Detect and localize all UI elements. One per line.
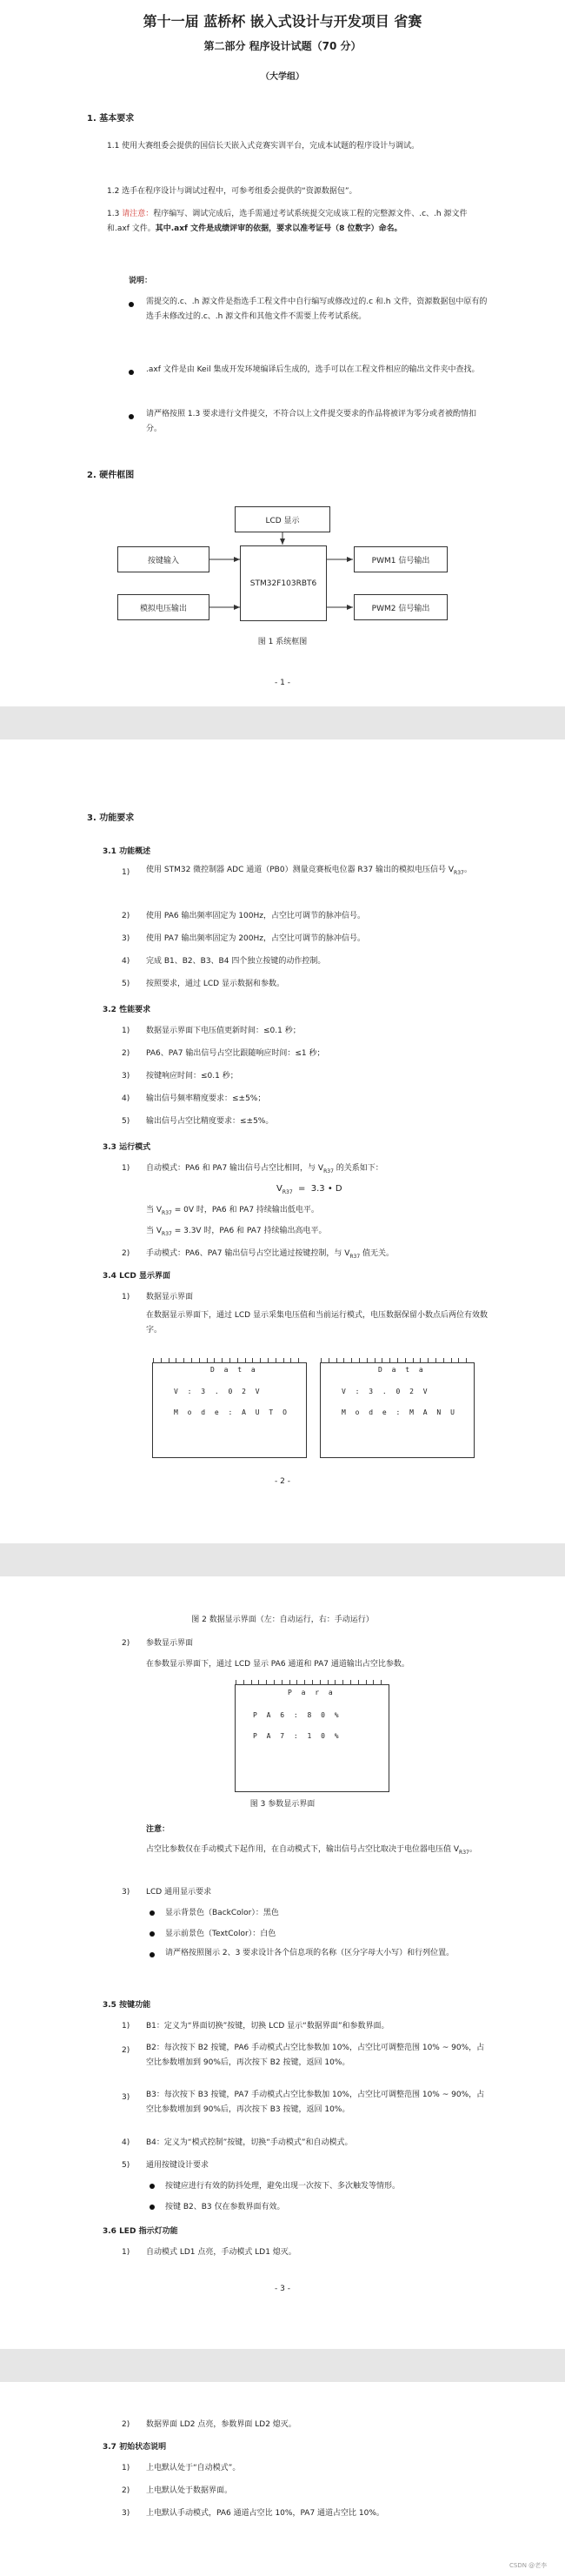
init-1: 上电默认处于“自动模式”。: [146, 2464, 241, 2472]
key-2: B2：每次按下 B2 按键，PA6 手动模式占空比参数加 10%，占空比可调整范围 10% ~ 90%，占空比参数增加到 90%后，再次按下 B2 按键，返回 10%。: [146, 2044, 485, 2067]
req-1-3-text: 程序编写、调试完成后，选手需通过考试系统提交完成该工程的完整源文件、.c、.h 源文件和.axf 文件。: [107, 210, 468, 233]
heading-3-7: 3.7 初始状态说明: [103, 2443, 167, 2452]
key-3-num: 3): [122, 2093, 130, 2102]
lcd-para: [235, 1684, 389, 1792]
note-bullet-1: 需提交的.c、.h 源文件是指选手工程文件中自行编写或修改过的.c 和.h 文件，资源数据包中原有的选手未修改过的.c、.h 源文件和其他文件不需要上传考试系统。: [146, 298, 488, 321]
perf-5-num: 5): [122, 1117, 130, 1126]
mode-2-end: 值无关。: [360, 1249, 395, 1258]
pwm1-block: PWM1 信号输出: [354, 546, 448, 572]
key-b2b3: 按键 B2、B3 仅在参数界面有效。: [165, 2203, 285, 2211]
disp-1: 数据显示界面: [146, 1293, 194, 1301]
bullet-dot: [150, 2184, 155, 2189]
note-text-sub: R37: [459, 1849, 469, 1856]
section-2-title: 2. 硬件框图: [87, 471, 135, 480]
disp-2: 参数显示界面: [146, 1639, 194, 1648]
note-bullet-3: 请严格按照 1.3 要求进行文件提交，不符合以上文件提交要求的作品将被评为零分或者被酌情扣分。: [146, 410, 477, 433]
page-4: [0, 2382, 565, 2576]
key-1-num: 1): [122, 2022, 130, 2031]
lcd-line-title: D a t a: [210, 1366, 258, 1374]
disp-2-num: 2): [122, 1639, 130, 1648]
disp-3-num: 3): [122, 1888, 130, 1897]
lcd-line-mode: M o d e : A U T O: [174, 1408, 289, 1416]
figure-3-caption: 图 3 参数显示界面: [249, 1800, 316, 1809]
key-2-num: 2): [122, 2046, 130, 2055]
doc-group: （大学组）: [261, 72, 304, 82]
led-1-num: 1): [122, 2248, 130, 2257]
heading-3-2: 3.2 性能要求: [103, 1006, 151, 1014]
func-1-num: 1): [122, 868, 130, 877]
doc-subtitle: 第二部分 程序设计试题（70 分）: [203, 40, 362, 52]
key-5: 通用按键设计要求: [146, 2161, 209, 2170]
mode-1-high-b: = 3.3V 时，PA6 和 PA7 持续输出高电平。: [171, 1227, 327, 1235]
perf-4-num: 4): [122, 1094, 130, 1103]
disp-1-desc: 在数据显示界面下，通过 LCD 显示采集电压值和当前运行模式，电压数据保留小数点后两位有效数字。: [146, 1311, 488, 1335]
lcd-line-title: D a t a: [378, 1366, 426, 1374]
mode-2-num: 2): [122, 1249, 130, 1258]
mode-1-high: [146, 1225, 327, 1241]
bullet-dot: [150, 1931, 155, 1937]
lcd-line-pa6: P A 6 : 8 0 %: [253, 1711, 342, 1719]
disp-3: LCD 通用显示要求: [146, 1888, 212, 1897]
bullet-dot: [129, 414, 134, 419]
page-number: - 1 -: [275, 679, 290, 687]
watermark: CSDN @老李: [509, 2562, 548, 2569]
lcd-ticks: [321, 1358, 474, 1363]
lcd-line-voltage: V : 3 . 0 2 V: [174, 1388, 263, 1395]
func-5: 按照要求，通过 LCD 显示数据和参数。: [146, 980, 284, 988]
lcd-layout-req: 请严格按照图示 2、3 要求设计各个信息项的名称（区分字母大小写）和行列位置。: [165, 1949, 455, 1957]
formula-sub: R37: [282, 1189, 293, 1195]
func-3: 使用 PA7 输出频率固定为 200Hz，占空比可调节的脉冲信号。: [146, 934, 365, 943]
heading-3-3: 3.3 运行模式: [103, 1143, 151, 1152]
mode-1-low: [146, 1204, 319, 1220]
func-1: [146, 863, 489, 880]
note-text: [146, 1843, 489, 1860]
key-4-num: 4): [122, 2138, 130, 2147]
heading-3-6: 3.6 LED 指示灯功能: [103, 2227, 178, 2236]
perf-4: 输出信号频率精度要求：≤±5%；: [146, 1094, 266, 1103]
func-2: 使用 PA6 输出频率固定为 100Hz，占空比可调节的脉冲信号。: [146, 912, 365, 920]
lcd-block: LCD 显示: [235, 506, 330, 532]
bullet-dot: [129, 302, 134, 307]
formula-v: V: [276, 1184, 282, 1194]
figure-2-caption: 图 2 数据显示界面（左：自动运行，右：手动运行）: [191, 1616, 374, 1624]
mode-1: [146, 1162, 383, 1178]
mode-1-high-sub: R37: [162, 1230, 172, 1237]
note-bullet-2: .axf 文件是由 Keil 集成开发环境编译后生成的，选手可以在工程文件相应的输出文件夹中查找。: [146, 365, 480, 374]
lcd-line-title: P a r a: [288, 1689, 336, 1696]
perf-2: PA6、PA7 输出信号占空比跟随响应时间：≤1 秒；: [146, 1049, 325, 1058]
init-2-num: 2): [122, 2486, 130, 2495]
perf-5: 输出信号占空比精度要求：≤±5%。: [146, 1117, 274, 1126]
bullet-dot: [150, 2205, 155, 2210]
key-input-block: 按键输入: [117, 546, 209, 572]
lcd-data-manual: [320, 1362, 475, 1458]
section-3-title: 3. 功能要求: [87, 813, 135, 823]
key-4: B4：定义为“模式控制”按键，切换“手动模式”和自动模式。: [146, 2138, 353, 2147]
key-debounce: 按键应进行有效的防抖处理，避免出现一次按下、多次触发等情形。: [165, 2182, 401, 2191]
led-2-num: 2): [122, 2420, 130, 2429]
analog-output-block: 模拟电压输出: [117, 594, 209, 620]
mode-1-low-a: 当 V: [146, 1206, 163, 1214]
init-3: 上电默认手动模式，PA6 通道占空比 10%，PA7 通道占空比 10%。: [146, 2509, 384, 2518]
perf-1: 数据显示界面下电压值更新时间：≤0.1 秒；: [146, 1027, 301, 1035]
note-text-a: 占空比参数仅在手动模式下起作用，在自动模式下，输出信号占空比取决于电位器电压值 V: [146, 1845, 460, 1854]
mcu-block: STM32F103RBT6: [240, 545, 327, 621]
mode-1-low-sub: R37: [162, 1209, 172, 1216]
func-2-num: 2): [122, 912, 130, 920]
note-text-end: 。: [469, 1845, 477, 1854]
page-2: [0, 739, 565, 1543]
heading-3-1: 3.1 功能概述: [103, 847, 151, 856]
mode-1-low-b: = 0V 时，PA6 和 PA7 持续输出低电平。: [171, 1206, 319, 1214]
init-1-num: 1): [122, 2464, 130, 2472]
init-3-num: 3): [122, 2509, 130, 2518]
func-3-num: 3): [122, 934, 130, 943]
led-1: 自动模式 LD1 点亮，手动模式 LD1 熄灭。: [146, 2248, 296, 2257]
formula: [276, 1183, 342, 1199]
bullet-dot: [129, 370, 134, 375]
led-2: 数据界面 LD2 点亮，参数界面 LD2 熄灭。: [146, 2420, 296, 2429]
lcd-ticks: [153, 1358, 306, 1363]
section-1-title: 1. 基本要求: [87, 114, 135, 124]
note-title: 注意：: [146, 1825, 170, 1834]
bullet-dot: [150, 1952, 155, 1957]
figure-1-caption: 图 1 系统框图: [257, 638, 308, 646]
func-1-text: 使用 STM32 微控制器 ADC 通道（PB0）测量竞赛板电位器 R37 输出的模拟电压信号 V: [146, 866, 455, 874]
req-1-3: [107, 207, 489, 237]
mode-2-sub: R37: [349, 1253, 361, 1260]
perf-3: 按键响应时间：≤0.1 秒；: [146, 1072, 238, 1081]
key-1: B1：定义为“界面切换”按键，切换 LCD 显示“数据界面”和参数界面。: [146, 2022, 389, 2031]
perf-1-num: 1): [122, 1027, 130, 1035]
disp-2-desc: 在参数显示界面下，通过 LCD 显示 PA6 通道和 PA7 通道输出占空比参数。: [146, 1660, 409, 1669]
req-1-3-warning: 请注意：: [122, 210, 154, 218]
mode-2: [146, 1248, 394, 1263]
lcd-line-pa7: P A 7 : 1 0 %: [253, 1732, 342, 1740]
key-3: B3：每次按下 B3 按键，PA7 手动模式占空比参数加 10%，占空比可调整范围 10% ~ 90%，占空比参数增加到 90%后，再次按下 B3 按键，返回 10%。: [146, 2091, 485, 2114]
lcd-backcolor: 显示背景色（BackColor）：黑色: [165, 1909, 279, 1917]
formula-expr: = 3.3 • D: [292, 1184, 342, 1194]
func-1-end: 。: [463, 866, 472, 874]
mode-1-end: 的关系如下：: [333, 1164, 383, 1173]
page-number: - 2 -: [275, 1477, 290, 1486]
mode-2-text: 手动模式：PA6、PA7 输出信号占空比通过按键控制，与 V: [146, 1249, 350, 1258]
note-label: 说明：: [129, 277, 153, 285]
mode-1-sub: R37: [323, 1168, 334, 1174]
lcd-textcolor: 显示前景色（TextColor）：白色: [165, 1930, 276, 1938]
bullet-dot: [150, 1910, 155, 1916]
perf-3-num: 3): [122, 1072, 130, 1081]
mode-1-high-a: 当 V: [146, 1227, 163, 1235]
func-1-sub: R37: [454, 869, 464, 876]
req-1-1: 1.1 使用大赛组委会提供的国信长天嵌入式竞赛实训平台，完成本试题的程序设计与调试。: [107, 142, 420, 151]
req-1-2: 1.2 选手在程序设计与调试过程中，可参考组委会提供的“资源数据包”。: [107, 187, 357, 196]
req-1-3-bold: 其中.axf 文件是成绩评审的依据，要求以准考证号（8 位数字）命名。: [155, 224, 402, 233]
perf-2-num: 2): [122, 1049, 130, 1058]
disp-1-num: 1): [122, 1293, 130, 1301]
lcd-line-voltage: V : 3 . 0 2 V: [342, 1388, 430, 1395]
func-4: 完成 B1、B2、B3、B4 四个独立按键的动作控制。: [146, 957, 326, 966]
heading-3-5: 3.5 按键功能: [103, 2001, 151, 2010]
page-1: [0, 0, 565, 706]
lcd-line-mode: M o d e : M A N U: [342, 1408, 457, 1416]
mode-1-num: 1): [122, 1164, 130, 1173]
req-1-3-num: 1.3: [107, 210, 123, 218]
key-5-num: 5): [122, 2161, 130, 2170]
func-4-num: 4): [122, 957, 130, 966]
heading-3-4: 3.4 LCD 显示界面: [103, 1272, 171, 1281]
doc-title: 第十一届 蓝桥杯 嵌入式设计与开发项目 省赛: [143, 13, 422, 30]
pwm2-block: PWM2 信号输出: [354, 594, 448, 620]
init-2: 上电默认处于数据界面。: [146, 2486, 233, 2495]
mode-1-text: 自动模式：PA6 和 PA7 输出信号占空比相同，与 V: [146, 1164, 324, 1173]
page-3: [0, 1576, 565, 2349]
lcd-ticks: [236, 1680, 389, 1685]
lcd-data-auto: [152, 1362, 307, 1458]
page-number: - 3 -: [275, 2285, 290, 2293]
func-5-num: 5): [122, 980, 130, 988]
